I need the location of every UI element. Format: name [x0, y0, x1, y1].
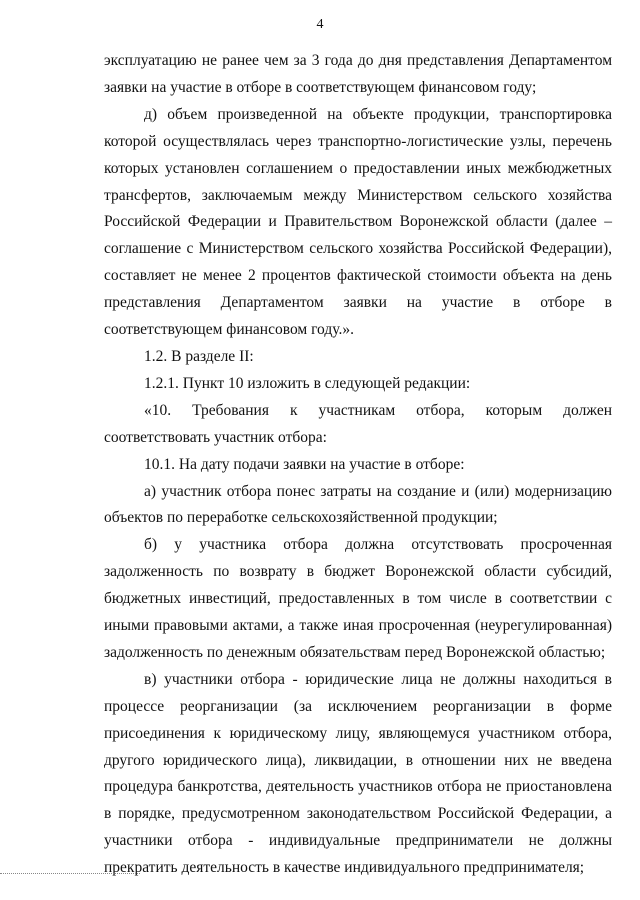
paragraph-item-10-1: 10.1. На дату подачи заявки на участие в отборе:	[144, 455, 465, 473]
paragraph-subitem-a: а) участник отбора понес затраты на создание и (или) модернизацию объектов по переработке сельскохозяйственной продукции;	[104, 482, 612, 527]
footer-dotted-rule	[0, 873, 140, 874]
paragraph-section-heading: 1.2. В разделе II:	[144, 347, 254, 365]
paragraph-item-10: «10. Требования к участникам отбора, которым должен соответствовать участник отбора:	[104, 401, 612, 446]
paragraph-subitem-v: в) участники отбора - юридические лица не должны находиться в процессе реорганизации (за исключением реорганизации в форме присоединения к юридическому лицу, являющемуся участником отбора, другого юридического лица), ликвидации, в отношении них не введена процедура банкротства, деятельность участников отбора не приостановлена в порядке, предусмотренном законодательством Российской Федерации, а участники отбора - индивидуальные предприниматели не должны прекратить деятельность в качестве индивидуального предпринимателя;	[104, 670, 612, 877]
paragraph-subitem-b: б) у участника отбора должна отсутствовать просроченная задолженность по возврату в бюджет Воронежской области субсидий, бюджетных инвестиций, предоставленных в том числе в соответствии с иными правовыми актами, а также иная просроченная (неурегулированная) задолженность по денежным обязательствам перед Воронежской областью;	[104, 536, 612, 661]
paragraph-subitem-d: д) объем произведенной на объекте продукции, транспортировка которой осуществлялась через транспортно-логистические узлы, перечень которых установлен соглашением о предоставлении иных межбюджетных трансфертов, заключаемым между Министерством сельского хозяйства Российской Федерации и Правительством Воронежской области (далее – соглашение с Министерством сельского хозяйства Российской Федерации), составляет не менее 2 процентов фактической стоимости объекта на день представления Департаментом заявки на участие в отборе в соответствующем финансовом году.».	[104, 105, 612, 339]
document-body	[104, 48, 612, 882]
paragraph: эксплуатацию не ранее чем за 3 года до дня представления Департаментом заявки на участие в отборе в соответствующем финансовом году;	[104, 52, 612, 96]
page-number: 4	[316, 17, 324, 32]
paragraph-item-heading: 1.2.1. Пункт 10 изложить в следующей редакции:	[144, 374, 471, 392]
